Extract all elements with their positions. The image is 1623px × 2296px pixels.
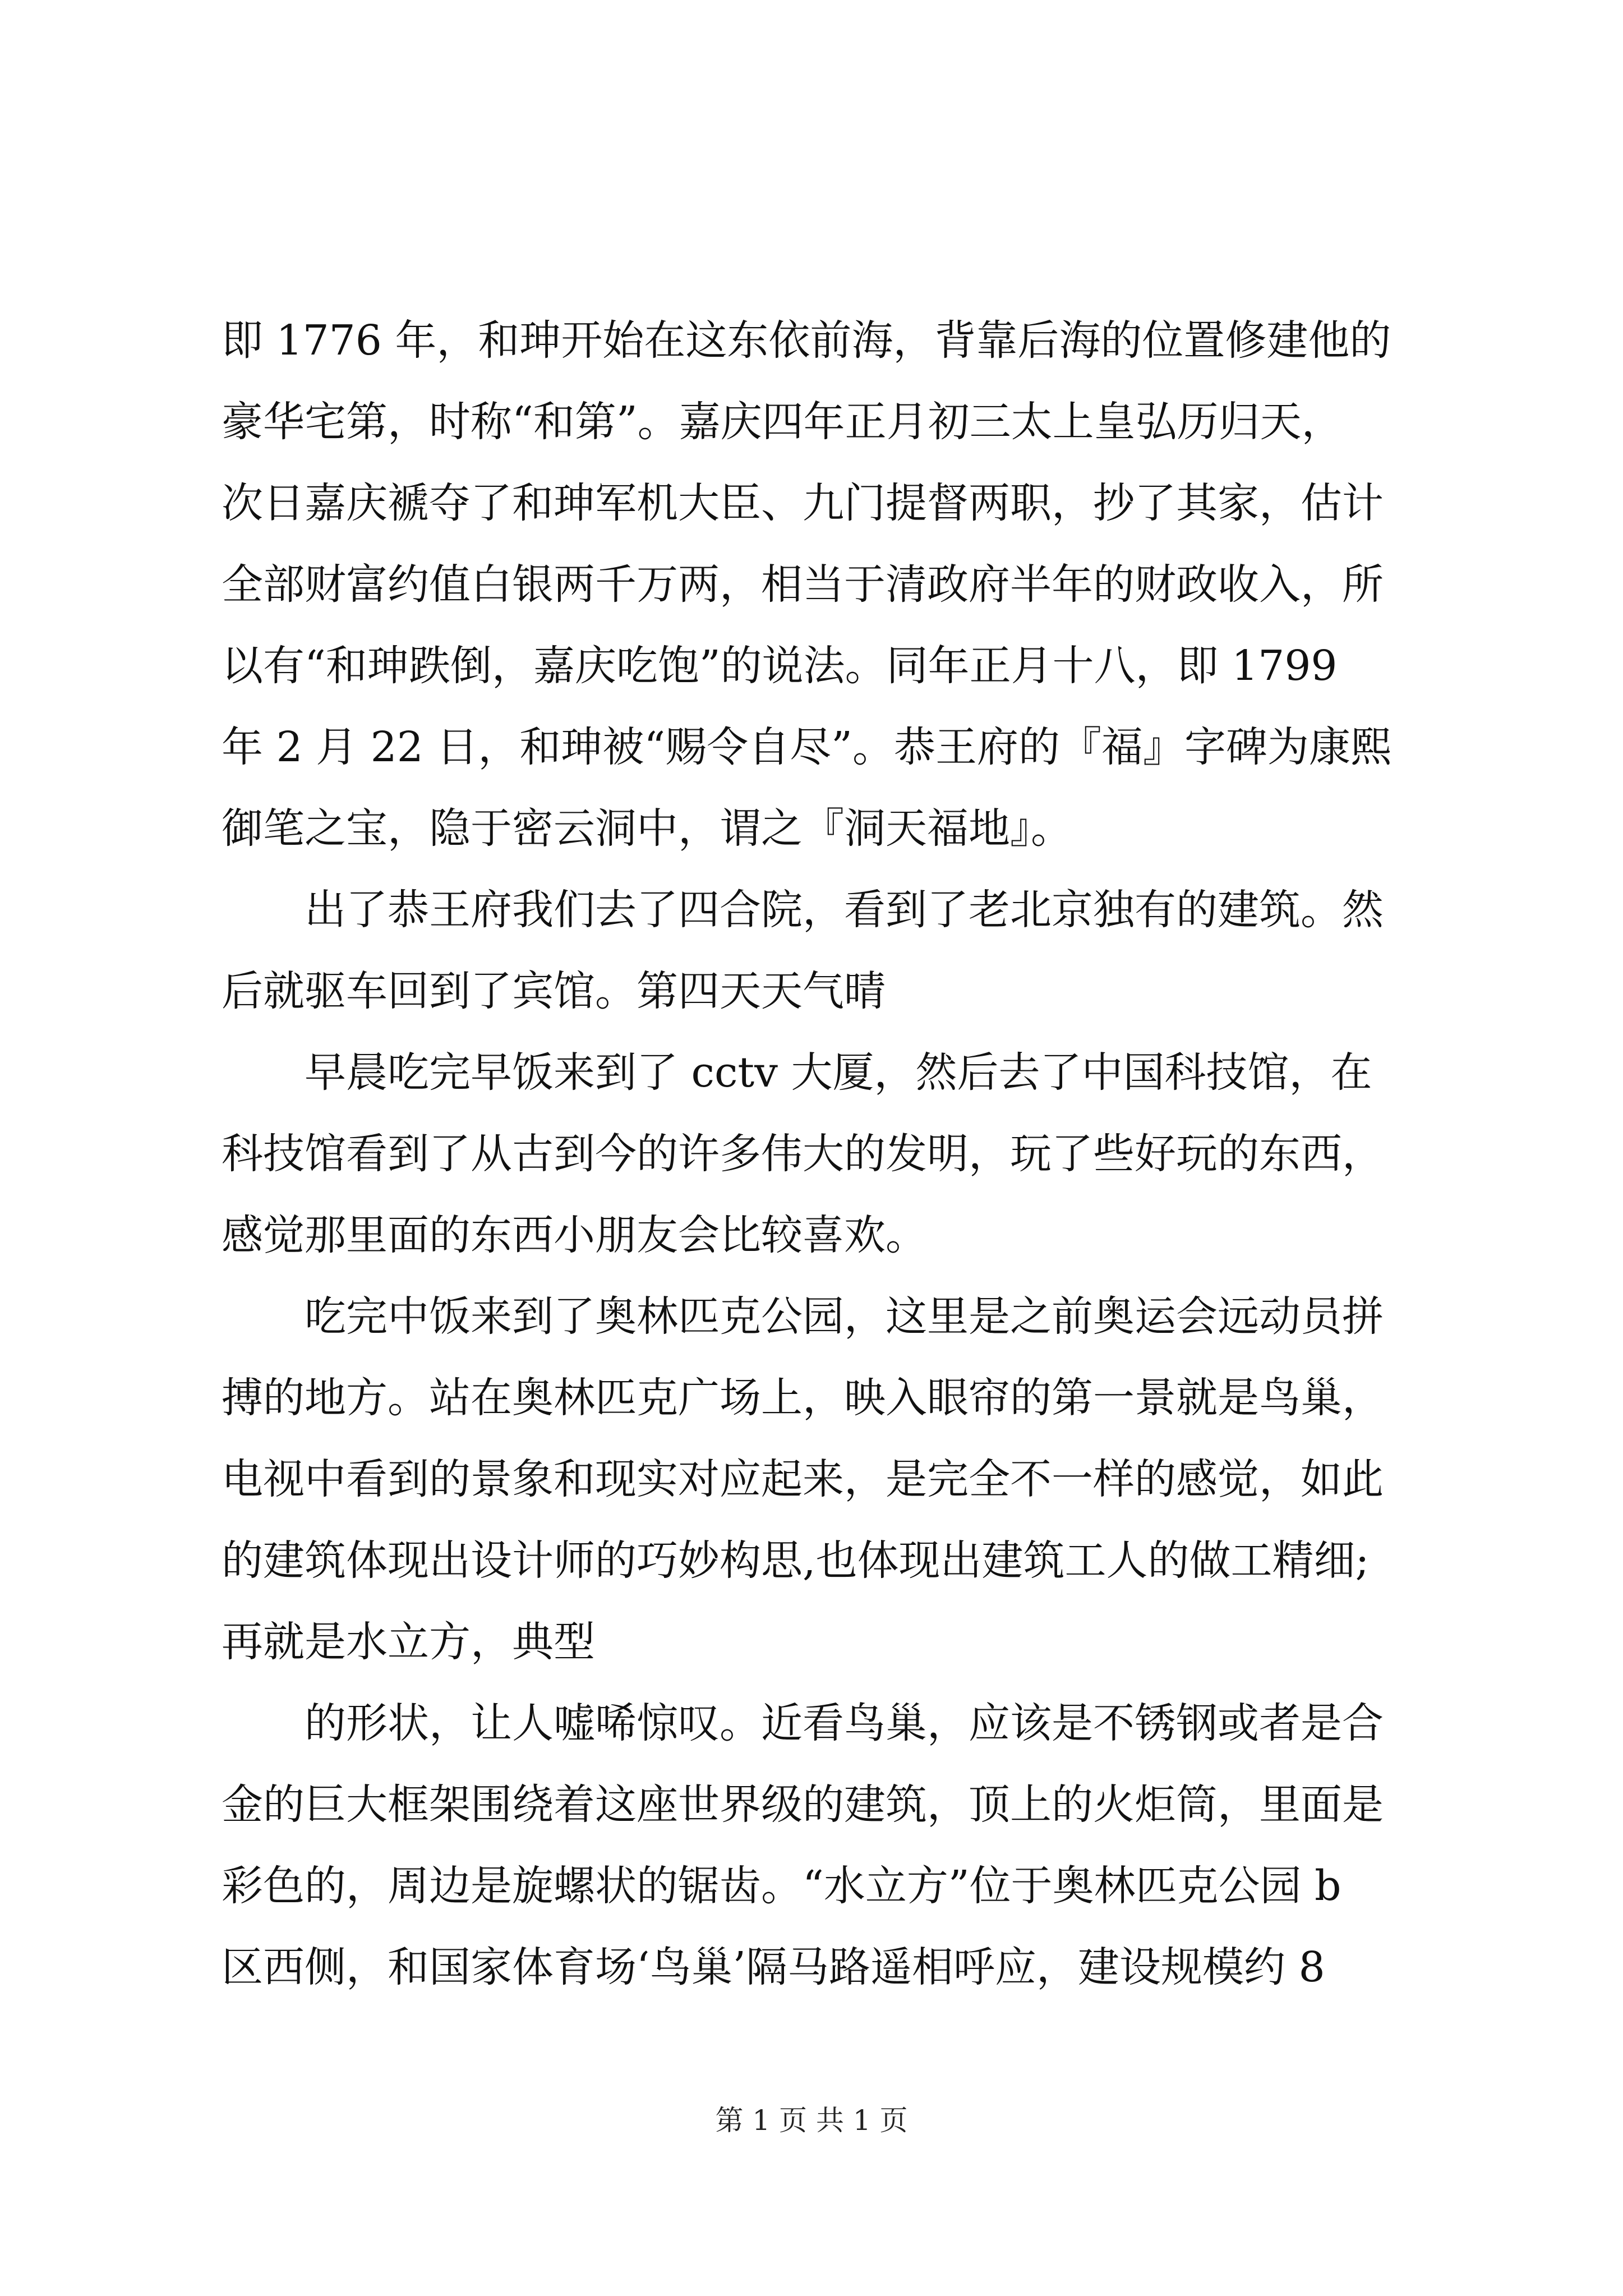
text-line: 即 1776 年，和珅开始在这东依前海，背靠后海的位置修建他的	[222, 316, 1391, 365]
text-line: 年 2 月 22 日，和珅被“赐令自尽”。恭王府的『福』字碑为康熙	[222, 723, 1392, 771]
text-line: 金的巨大框架围绕着这座世界级的建筑，顶上的火炬筒，里面是	[222, 1780, 1384, 1829]
text-line: 豪华宅第，时称“和第”。嘉庆四年正月初三太上皇弘历归天，	[222, 398, 1343, 446]
paragraph-start-line: 吃完中饭来到了奥林匹克公园，这里是之前奥运会远动员拼	[305, 1292, 1384, 1341]
text-line: 全部财富约值白银两千万两，相当于清政府半年的财政收入，所	[222, 560, 1384, 609]
text-line: 御笔之宝，隐于密云洞中，谓之『洞天福地』。	[222, 804, 1072, 853]
text-line: 搏的地方。站在奥林匹克广场上，映入眼帘的第一景就是鸟巢，	[222, 1374, 1384, 1422]
text-line: 后就驱车回到了宾馆。第四天天气晴	[222, 967, 886, 1015]
paragraph-start-line: 出了恭王府我们去了四合院，看到了老北京独有的建筑。然	[305, 886, 1384, 934]
text-line: 次日嘉庆褫夺了和珅军机大臣、九门提督两职，抄了其家，估计	[222, 479, 1384, 527]
text-line: 感觉那里面的东西小朋友会比较喜欢。	[222, 1211, 927, 1259]
text-line: 以有“和珅跌倒，嘉庆吃饱”的说法。同年正月十八，即 1799	[222, 642, 1338, 690]
paragraph-start-line: 早晨吃完早饭来到了 cctv 大厦，然后去了中国科技馆，在	[305, 1048, 1372, 1097]
text-line: 电视中看到的景象和现实对应起来，是完全不一样的感觉，如此	[222, 1455, 1384, 1503]
page-footer	[0, 2101, 1623, 2140]
text-line: 的建筑体现出设计师的巧妙构思,也体现出建筑工人的做工精细;	[222, 1536, 1370, 1585]
text-line: 科技馆看到了从古到今的许多伟大的发明，玩了些好玩的东西，	[222, 1130, 1384, 1178]
text-line: 再就是水立方，典型	[222, 1618, 595, 1666]
page-number-label: 第 1 页 共 1 页	[715, 2104, 908, 2137]
text-line: 区西侧，和国家体育场‘鸟巢’隔马路遥相呼应，建设规模约 8	[222, 1943, 1325, 1991]
paragraph-start-line: 的形状，让人嘘唏惊叹。近看鸟巢，应该是不锈钢或者是合	[305, 1699, 1384, 1747]
text-line: 彩色的，周边是旋螺状的锯齿。“水立方”位于奥林匹克公园 b	[222, 1862, 1341, 1910]
body-text	[222, 300, 1427, 2008]
